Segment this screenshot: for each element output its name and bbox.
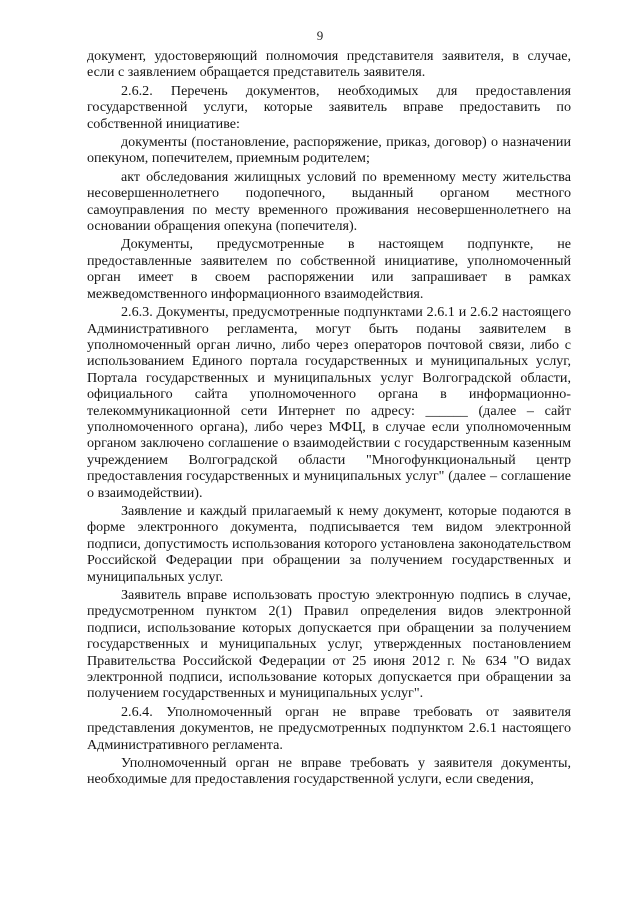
page-number: 9 [316,28,324,43]
paragraph-electronic-signature: Заявление и каждый прилагаемый к нему документ, которые подаются в форме электронного документа, подписывается тем видом электронной подписи, допустимость использования которого установлена законодательством Российской Федерации при обращении за получением государственных и муниципальных услуг. [87,502,571,585]
document-body [87,48,571,788]
paragraph-guardianship-documents: документы (постановление, распоряжение, приказ, договор) о назначении опекуном, попечителем, приемным родителем; [87,134,571,167]
paragraph-2-6-4-restriction: 2.6.4. Уполномоченный орган не вправе требовать от заявителя представления документов, не предусмотренных подпунктом 2.6.1 настоящего Административного регламента. [87,703,571,753]
paragraph-representative-document: документ, удостоверяющий полномочия представителя заявителя, в случае, если с заявлением обращается представитель заявителя. [87,48,571,81]
paragraph-housing-inspection-act: акт обследования жилищных условий по временному месту жительства несовершеннолетнего подопечного, выданный органом местного самоуправления по месту временного проживания несовершеннолетнего на основании обращения опекуна (попечителя). [87,168,571,235]
paragraph-2-6-2-heading: 2.6.2. Перечень документов, необходимых для предоставления государственной услуги, которые заявитель вправе предоставить по собственной инициативе: [87,82,571,132]
paragraph-no-required-documents: Уполномоченный орган не вправе требовать у заявителя документы, необходимые для предоставления государственной услуги, если сведения, [87,755,571,788]
paragraph-interagency-request: Документы, предусмотренные в настоящем подпункте, не предоставленные заявителем по собственной инициативе, уполномоченный орган имеет в своем распоряжении или запрашивает в рамках межведомственного информационного взаимодействия. [87,236,571,302]
paragraph-2-6-3-submission: 2.6.3. Документы, предусмотренные подпунктами 2.6.1 и 2.6.2 настоящего Административного регламента, могут быть поданы заявителем в уполномоченный орган лично, либо через операторов почтовой связи, либо с использованием Единого портала государственных и муниципальных услуг, Портала государственных и муниципальных услуг Волгоградской области, официального сайта уполномоченного органа в информационно-телекоммуникационной сети Интернет по адресу: ______ (далее – сайт уполномоченного органа), либо через МФЦ, в случае если уполномоченным органом заключено соглашение о взаимодействии с государственным казенным учреждением Волгоградской области "Многофункциональный центр предоставления государственных и муниципальных услуг" (далее – соглашение о взаимодействии). [87,304,571,501]
paragraph-simple-signature: Заявитель вправе использовать простую электронную подпись в случае, предусмотренном пунктом 2(1) Правил определения видов электронной подписи, использование которых допускается при обращении за получением государственных и муниципальных услуг, утвержденных постановлением Правительства Российской Федерации от 25 июня 2012 г. № 634 "О видах электронной подписи, использование которых допускается при обращении за получением государственных и муниципальных услуг". [87,587,571,702]
